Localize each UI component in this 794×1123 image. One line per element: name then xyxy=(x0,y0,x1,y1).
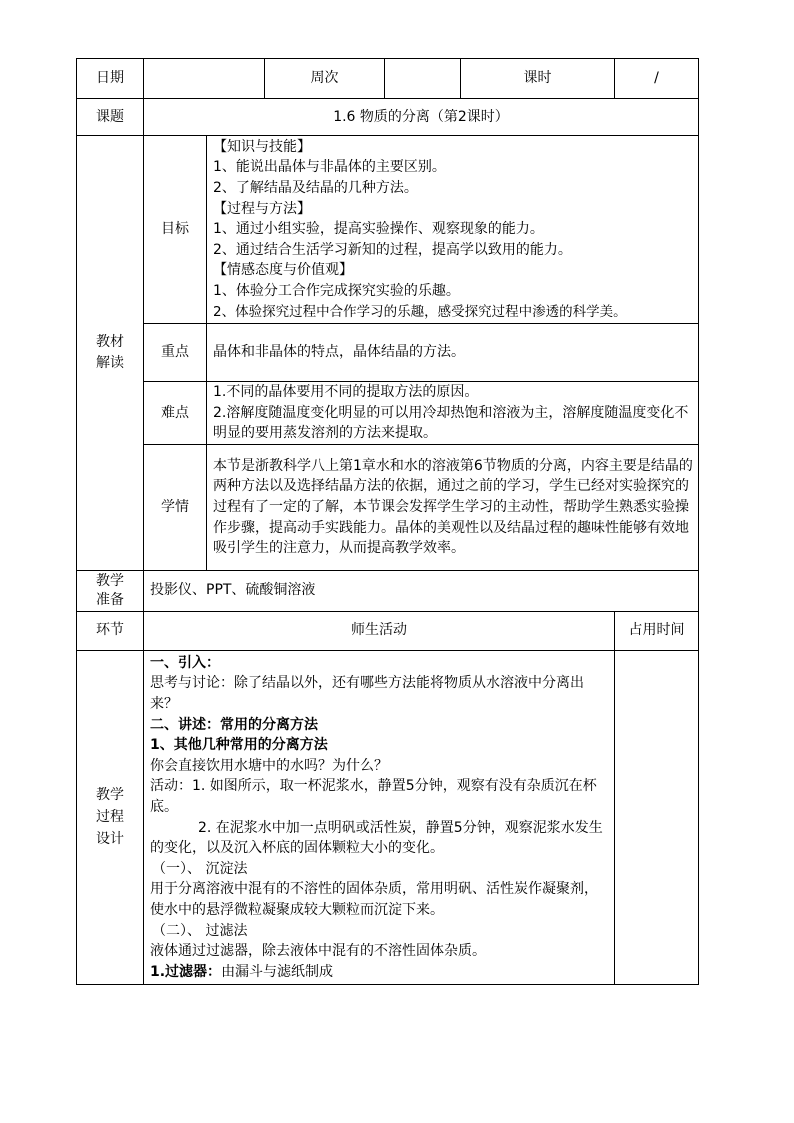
difficulty-label: 难点 xyxy=(144,382,207,445)
date-label: 日期 xyxy=(77,59,144,99)
process-line: 液体通过过滤器，除去液体中混有的不溶性固体杂质。 xyxy=(150,943,486,960)
goals-line: 1、体验分工合作完成探究实验的乐趣。 xyxy=(213,282,460,299)
topic-label: 课题 xyxy=(77,99,144,136)
process-line: 活动：1. 如图所示，取一杯泥浆水，静置5分钟，观察有没有杂质沉在杯底。 xyxy=(150,778,597,815)
date-value[interactable] xyxy=(144,59,265,99)
difficulty-content xyxy=(207,382,699,445)
goals-line: 2、了解结晶及结晶的几种方法。 xyxy=(213,180,418,197)
difficulty-line: 2.溶解度随温度变化明显的可以用冷却热饱和溶液为主，溶解度随温度变化不明显的要用蒸发溶剂的方法来提取。 xyxy=(213,404,689,442)
focus-row xyxy=(77,324,699,382)
goals-line: 1、通过小组实验，提高实验操作、观察现象的能力。 xyxy=(213,221,544,238)
textbook-label-text: 教材解读 xyxy=(95,334,124,371)
focus-content: 晶体和非晶体的特点，晶体结晶的方法。 xyxy=(207,324,699,382)
period-value: / xyxy=(615,59,699,99)
process-line-bold: 1.过滤器： xyxy=(150,963,222,980)
header-row xyxy=(77,59,699,99)
goals-label: 目标 xyxy=(144,136,207,324)
preparation-content: 投影仪、PPT、硫酸铜溶液 xyxy=(144,570,699,611)
topic-row xyxy=(77,99,699,136)
process-line: 二、讲述：常用的分离方法 xyxy=(150,716,318,733)
process-label xyxy=(77,650,144,984)
preparation-label-text: 教学准备 xyxy=(95,572,124,608)
focus-label: 重点 xyxy=(144,324,207,382)
process-line: 思考与讨论：除了结晶以外，还有哪些方法能将物质从水溶液中分离出来？ xyxy=(150,675,584,712)
process-row xyxy=(77,650,699,984)
process-time[interactable] xyxy=(615,650,699,984)
process-line: （二）、 过滤法 xyxy=(152,922,248,939)
week-value[interactable] xyxy=(385,59,461,99)
situation-row xyxy=(77,444,699,570)
situation-content: 本节是浙教科学八上第1章水和水的溶液第6节物质的分离，内容主要是结晶的两种方法以及选择结晶方法的依据，通过之前的学习，学生已经对实验探究的过程有了一定的了解，本节课会发挥学生学习的主动性，帮助学生熟悉实验操作步骤，提高动手实践能力。晶体的美观性以及结晶过程的趣味性能够有效地吸引学生的注意力，从而提高教学效率。 xyxy=(207,444,699,570)
process-line xyxy=(150,962,611,983)
goals-line: 【过程与方法】 xyxy=(213,200,311,217)
goals-line: 1、能说出晶体与非晶体的主要区别。 xyxy=(213,159,446,176)
time-header: 占用时间 xyxy=(615,611,699,650)
difficulty-row xyxy=(77,382,699,445)
process-line: 2. 在泥浆水中加一点明矾或活性炭，静置5分钟，观察泥浆水发生的变化，以及沉入杯底的固体颗粒大小的变化。 xyxy=(150,819,603,857)
process-line: 用于分离溶液中混有的不溶性的固体杂质，常用明矾、活性炭作凝聚剂，使水中的悬浮微粒凝聚成较大颗粒而沉淀下来。 xyxy=(150,881,598,918)
difficulty-line: 1.不同的晶体要用不同的提取方法的原因。 xyxy=(213,384,479,400)
preparation-row xyxy=(77,570,699,611)
textbook-label xyxy=(77,136,144,571)
goals-content xyxy=(207,136,699,324)
process-line: 一、引入： xyxy=(150,654,220,671)
goals-line: 2、通过结合生活学习新知的过程，提高学以致用的能力。 xyxy=(213,241,572,258)
process-line: 1、其他几种常用的分离方法 xyxy=(150,737,328,754)
preparation-label xyxy=(77,570,144,611)
period-label: 课时 xyxy=(461,59,615,99)
goals-line: 【知识与技能】 xyxy=(213,138,311,155)
lesson-plan-table xyxy=(76,58,699,985)
process-content xyxy=(144,650,615,984)
process-line: 你会直接饮用水塘中的水吗？为什么？ xyxy=(150,757,388,774)
column-header-row xyxy=(77,611,699,650)
topic-value: 1.6 物质的分离（第2课时） xyxy=(144,99,699,136)
goals-line: 【情感态度与价值观】 xyxy=(213,262,353,279)
process-line: （一）、 沉淀法 xyxy=(152,860,248,877)
situation-label: 学情 xyxy=(144,444,207,570)
process-label-text: 教学过程设计 xyxy=(95,787,124,848)
lesson-plan xyxy=(76,58,698,985)
process-line-rest: 由漏斗与滤纸制成 xyxy=(221,963,334,980)
stage-header: 环节 xyxy=(77,611,144,650)
activity-header: 师生活动 xyxy=(144,611,615,650)
goals-line: 2、体验探究过程中合作学习的乐趣，感受探究过程中渗透的科学美。 xyxy=(213,303,627,320)
goals-row xyxy=(77,136,699,324)
week-label: 周次 xyxy=(265,59,385,99)
